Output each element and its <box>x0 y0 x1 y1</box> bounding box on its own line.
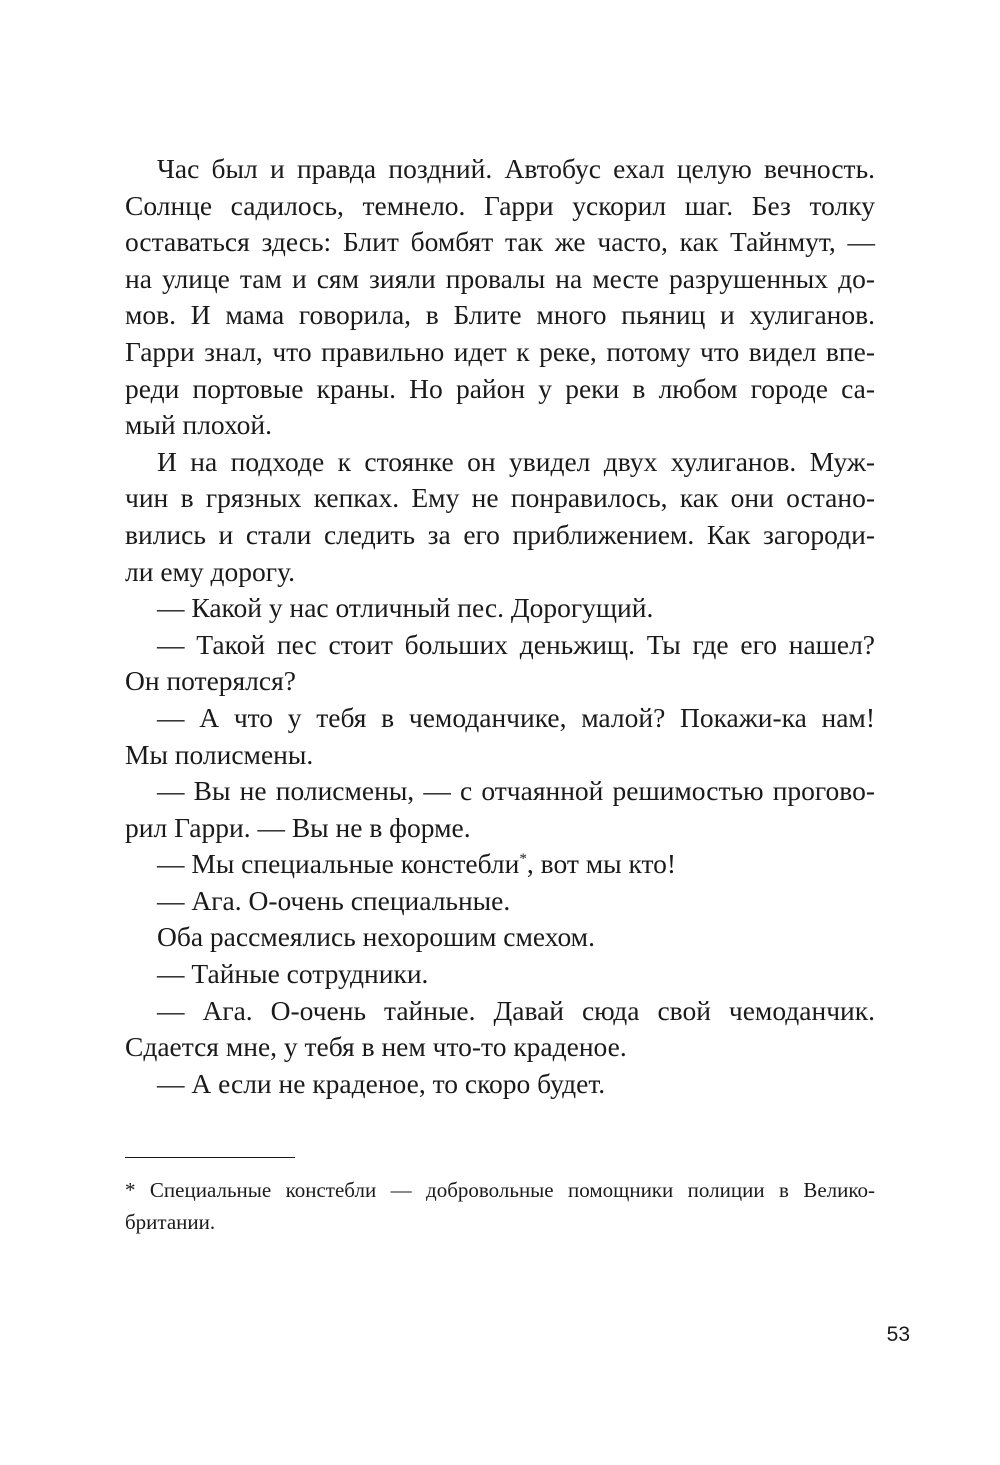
text-line: — Ага. О-очень тайные. Давай сюда свой чемоданчик. <box>157 994 875 1026</box>
text-line: вились и стали следить за его приближением. Как загороди- <box>125 518 875 550</box>
text-line: Солнце садилось, темнело. Гарри ускорил шаг. Без толку <box>125 189 875 221</box>
text-line: рил Гарри. — Вы не в форме. <box>125 811 471 843</box>
text-line: — А если не краденое, то скоро будет. <box>157 1067 606 1099</box>
text-line: Час был и правда поздний. Автобус ехал целую вечность. <box>157 153 875 184</box>
text-segment: , вот мы кто! <box>526 848 677 880</box>
text-line: И на подходе к стоянке он увидел двух хулиганов. Муж- <box>157 445 875 477</box>
text-line: Гарри знал, что правильно идет к реке, потому что видел впе- <box>125 335 875 367</box>
text-line: оставаться здесь: Блит бомбят так же часто, как Тайнмут, — <box>125 226 875 258</box>
text-line: мов. И мама говорила, в Блите много пьяниц и хулиганов. <box>125 299 875 331</box>
text-line: Он потерялся? <box>125 665 296 697</box>
main-text <box>125 151 875 1102</box>
text-line: — А что у тебя в чемоданчике, малой? Покажи-ка нам! <box>157 701 875 733</box>
text-line: — Какой у нас отличный пес. Дорогущий. <box>157 592 654 624</box>
footnote-reference[interactable]: * <box>519 851 527 868</box>
text-line: ли ему дорогу. <box>125 555 295 587</box>
text-line: Сдается мне, у тебя в нем что-то краденое. <box>125 1031 627 1063</box>
text-line: чин в грязных кепках. Ему не понравилось, как они остано- <box>125 482 875 514</box>
text-line: реди портовые краны. Но район у реки в любом городе са- <box>125 372 875 404</box>
text-line: Оба рассмеялись нехорошим смехом. <box>157 921 595 953</box>
footnote-divider <box>125 1157 295 1158</box>
text-line <box>125 846 875 883</box>
text-line: — Тайные сотрудники. <box>157 958 429 990</box>
text-line: — Ага. О-очень специальные. <box>157 884 511 916</box>
text-segment: — Мы специальные констебли <box>157 848 520 880</box>
footnote-line: * Специальные констебли — добровольные помощники полиции в Велико- <box>125 1178 875 1202</box>
text-line: Мы полисмены. <box>125 738 314 770</box>
footnote <box>125 1174 875 1238</box>
text-line: на улице там и сям зияли провалы на месте разрушенных до- <box>125 262 875 294</box>
page-number: 53 <box>886 1323 910 1346</box>
text-line: — Вы не полисмены, — с отчаянной решимостью прогово- <box>157 775 875 807</box>
footnote-line: британии. <box>125 1210 216 1234</box>
text-line: мый плохой. <box>125 409 273 441</box>
text-line: — Такой пес стоит больших деньжищ. Ты где его нашел? <box>157 628 875 660</box>
